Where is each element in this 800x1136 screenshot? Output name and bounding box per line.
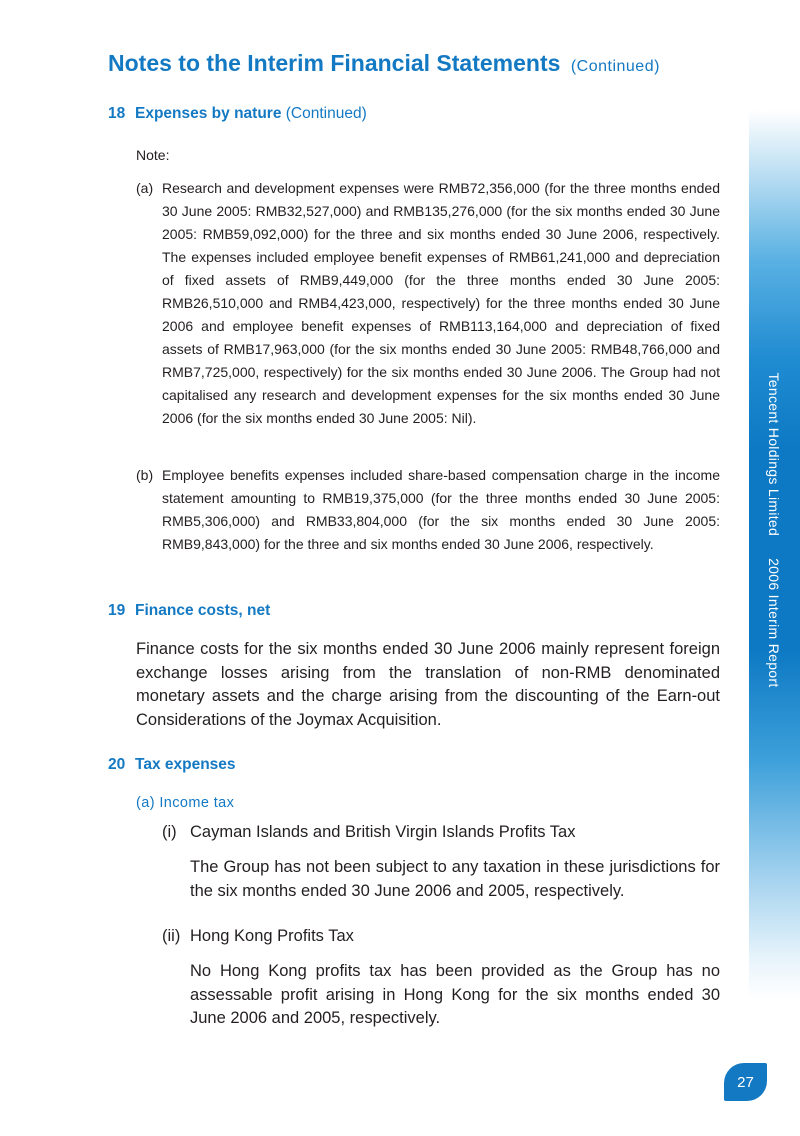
section-19-title: Finance costs, net: [135, 602, 271, 619]
side-tab-report: 2006 Interim Report: [766, 558, 782, 688]
page-title-text: Notes to the Interim Financial Statements: [108, 50, 561, 76]
section-20-heading: [108, 756, 236, 774]
tax-item-i-numeral: (i): [162, 823, 177, 841]
tax-item-ii-text: No Hong Kong profits tax has been provided as the Group has no assessable profit arising in Hong Kong for the six months ended 30 June 2006 and 2005, respectively.: [190, 962, 720, 1027]
note-b-marker: (b): [136, 467, 154, 483]
section-19-number: 19: [108, 602, 126, 619]
note-b-text: Employee benefits expenses included share-based compensation charge in the income statement amounting to RMB19,375,000 (for the three months ended 30 June 2005: RMB5,306,000) and RMB33,804,000 (for the six months ended 30 June 2005: RMB9,843,000) for the three and six months ended 30 June 2006, respectively.: [162, 467, 720, 552]
tax-item-i-text: The Group has not been subject to any taxation in these jurisdictions for the six months ended 30 June 2006 and 2005, respectively.: [190, 858, 720, 900]
section-20-number: 20: [108, 756, 126, 773]
section-20-title: Tax expenses: [135, 756, 236, 773]
note-b: [136, 464, 720, 556]
section-19-heading: [108, 602, 270, 620]
note-a-text: Research and development expenses were RMB72,356,000 (for the three months ended 30 June 2005: RMB32,527,000) and RMB135,276,000 (for the six months ended 30 June 2005: RMB59,092,000) for the three and six months ended 30 June 2006, respectively. The expenses included employee benefit expenses of RMB61,241,000 and depreciation of fixed assets of RMB9,449,000 (for the three months ended 30 June 2005: RMB26,510,000 and RMB4,423,000, respectively) for the three months ended 30 June 2006 and employee benefit expenses of RMB113,164,000 and depreciation of fixed assets of RMB17,963,000 (for the six months ended 30 June 2005: RMB48,766,000 and RMB7,725,000, respectively) for the six months ended 30 June 2006. The Group had not capitalised any research and development expenses for the six months ended 30 June 2006 (for the six months ended 30 June 2005: Nil).: [162, 180, 720, 426]
section-18-continued: (Continued): [285, 105, 367, 122]
note-label: Note:: [136, 147, 170, 163]
tax-item-ii-heading: [162, 927, 354, 946]
section-19-paragraph: Finance costs for the six months ended 30 June 2006 mainly represent foreign exchange losses arising from the translation of non-RMB denominated monetary assets and the charge arising from the discounting of the Earn-out Considerations of the Joymax Acquisition.: [136, 640, 720, 729]
note-a: [136, 177, 720, 430]
section-18-number: 18: [108, 105, 126, 122]
page-title-continued: (Continued): [570, 58, 660, 75]
tax-item-ii-numeral: (ii): [162, 927, 181, 945]
tax-item-i-title: Cayman Islands and British Virgin Islands Profits Tax: [190, 823, 576, 841]
page-number-badge: [724, 1063, 767, 1101]
section-18-title: Expenses by nature: [135, 105, 282, 122]
page-title: [108, 50, 660, 77]
side-tab-text: [766, 372, 782, 687]
page-number: 27: [737, 1073, 754, 1091]
tax-item-i-heading: [162, 823, 576, 842]
note-a-marker: (a): [136, 180, 154, 196]
tax-item-ii-title: Hong Kong Profits Tax: [190, 927, 354, 945]
section-18-heading: [108, 105, 367, 123]
income-tax-subheading: (a) Income tax: [136, 795, 235, 811]
side-tab-company: Tencent Holdings Limited: [766, 372, 782, 537]
